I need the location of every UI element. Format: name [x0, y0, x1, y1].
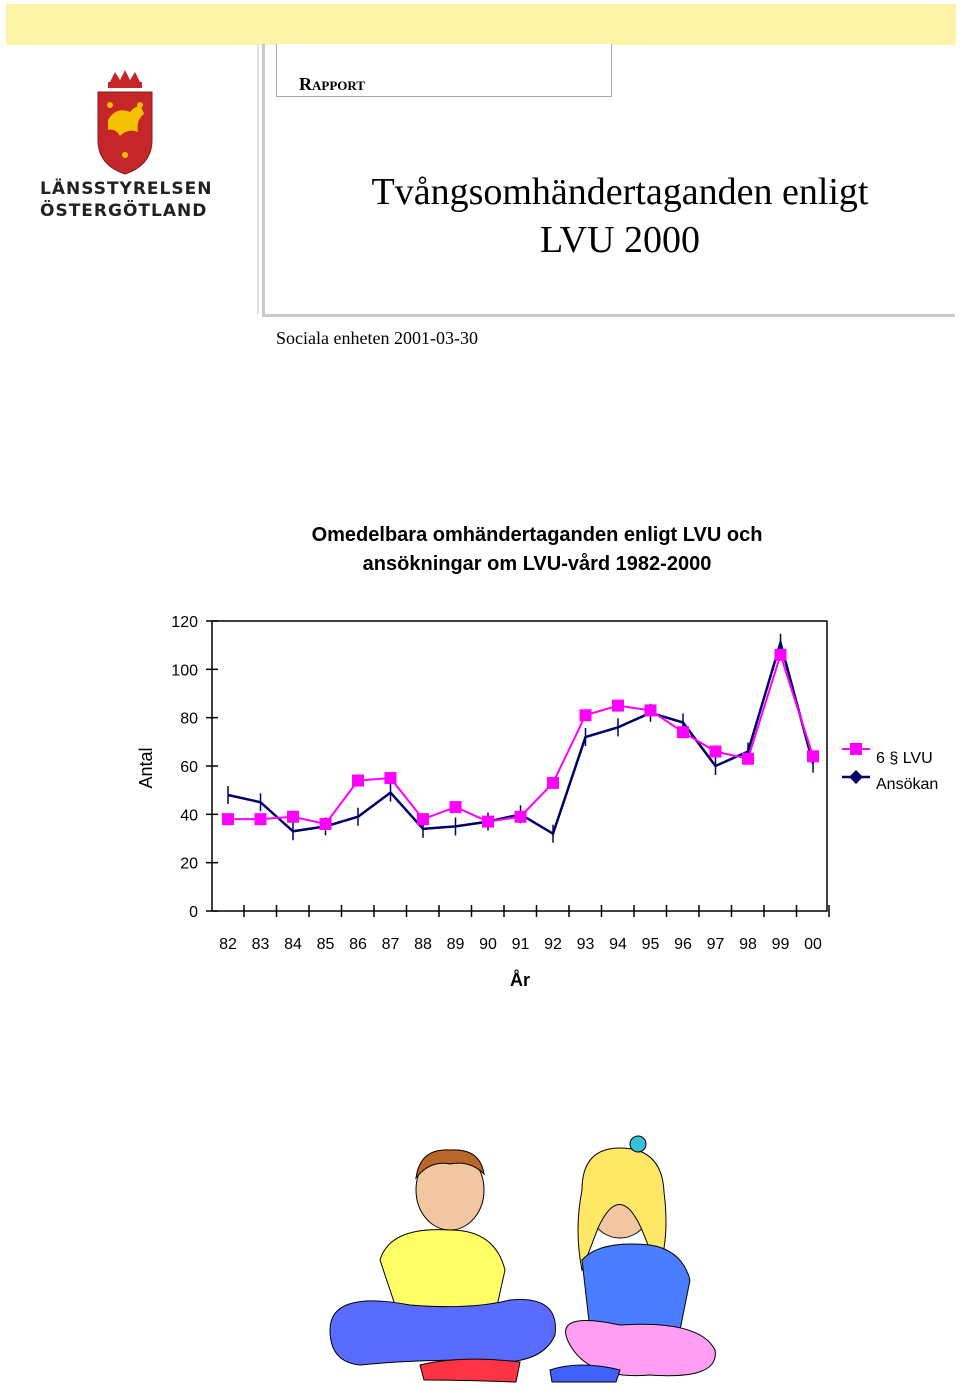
- x-tick-label: 85: [316, 936, 335, 953]
- data-point-lvu6: [677, 726, 689, 738]
- x-tick-label: 94: [609, 936, 627, 953]
- data-point-lvu6: [222, 813, 234, 825]
- data-point-lvu6: [645, 704, 657, 716]
- legend-label-lvu6: 6 § LVU: [876, 750, 933, 767]
- data-point-lvu6: [612, 700, 624, 712]
- data-point-lvu6: [807, 750, 819, 762]
- y-axis-label: Antal: [136, 747, 156, 789]
- org-name-line1: LÄNSSTYRELSEN: [40, 179, 213, 199]
- data-point-lvu6: [547, 777, 559, 789]
- org-name-line2: ÖSTERGÖTLAND: [40, 201, 208, 221]
- chart-title-line1: Omedelbara omhändertaganden enligt LVU och: [311, 524, 763, 546]
- y-tick-label: 120: [171, 614, 198, 631]
- y-axis: [171, 614, 218, 921]
- y-tick-label: 0: [189, 904, 198, 921]
- data-point-lvu6: [450, 801, 462, 813]
- x-tick-label: 84: [284, 936, 302, 953]
- x-tick-label: 82: [219, 936, 237, 953]
- data-point-lvu6: [352, 775, 364, 787]
- data-point-lvu6: [710, 746, 722, 758]
- x-tick-label: 93: [576, 936, 595, 953]
- x-tick-label: 87: [381, 936, 400, 953]
- data-point-lvu6: [287, 811, 299, 823]
- x-axis-label: År: [509, 970, 531, 990]
- children-sitting-illustration: [320, 1130, 740, 1385]
- y-tick-label: 60: [180, 759, 198, 776]
- x-tick-label: 83: [251, 936, 270, 953]
- data-point-lvu6: [320, 818, 332, 830]
- series-line-lvu6: [228, 655, 813, 824]
- data-point-lvu6: [385, 772, 397, 784]
- x-tick-label: 98: [739, 936, 757, 953]
- report-label: Rapport: [299, 74, 365, 94]
- plot-area: [212, 621, 827, 911]
- x-tick-label: 92: [544, 936, 562, 953]
- x-tick-label: 90: [479, 936, 497, 953]
- chart-title-line2: ansökningar om LVU-vård 1982-2000: [362, 553, 712, 575]
- y-tick-label: 100: [171, 662, 198, 680]
- document-subtitle: Sociala enheten 2001-03-30: [276, 328, 478, 348]
- legend: [842, 743, 938, 793]
- data-point-lvu6: [775, 649, 787, 661]
- series-line-ansokan: [228, 643, 813, 834]
- y-tick-label: 80: [180, 710, 198, 728]
- legend-marker-lvu6: [850, 743, 862, 755]
- data-point-lvu6: [417, 813, 429, 825]
- series-layer: [222, 634, 819, 843]
- x-axis: [219, 905, 829, 953]
- x-tick-label: 00: [804, 936, 822, 953]
- legend-label-ansokan: Ansökan: [876, 776, 939, 793]
- x-tick-label: 88: [414, 936, 432, 953]
- x-tick-label: 95: [641, 936, 660, 953]
- legend-marker-ansokan: [849, 770, 863, 784]
- document-title-line1: Tvångsomhändertaganden enligt: [371, 171, 869, 213]
- data-point-lvu6: [580, 709, 592, 721]
- y-tick-label: 40: [180, 807, 198, 825]
- x-tick-label: 97: [706, 936, 725, 953]
- data-point-lvu6: [515, 811, 527, 823]
- x-tick-label: 86: [349, 936, 367, 953]
- x-tick-label: 89: [446, 936, 465, 953]
- y-tick-label: 20: [180, 855, 198, 873]
- data-point-lvu6: [742, 753, 754, 765]
- x-tick-label: 91: [511, 936, 530, 953]
- x-tick-label: 96: [674, 936, 692, 953]
- document-title-line2: LVU 2000: [539, 219, 701, 261]
- x-tick-label: 99: [771, 936, 790, 953]
- data-point-lvu6: [482, 816, 494, 828]
- data-point-lvu6: [255, 813, 267, 825]
